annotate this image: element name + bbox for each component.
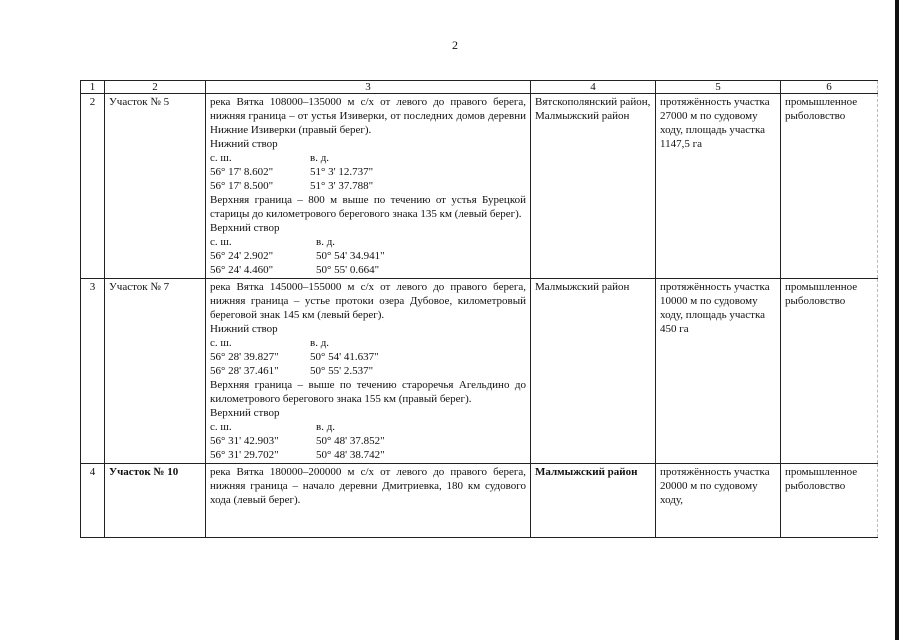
district: Малмыжский район [531, 464, 656, 538]
description-text: река Вятка 108000–135000 м с/х от левого до правого берега, нижняя граница – от устья Изиверки, от последних домов деревни Нижние Изиверки (правый берег). [210, 96, 526, 136]
coord-lon: 50° 55' 0.664" [316, 264, 380, 276]
header-cell: 6 [781, 81, 878, 94]
upper-boundary-label: Верхний створ [210, 222, 280, 234]
coord-lon: 50° 48' 37.852" [316, 435, 385, 447]
area-description [206, 279, 531, 464]
area-extent: протяжённость участка 20000 м по судовому ходу, [656, 464, 781, 538]
coord-lon-label: в. д. [310, 152, 330, 164]
lower-boundary-label: Нижний створ [210, 138, 278, 150]
coord-lon-label: в. д. [316, 236, 336, 248]
coord-lon-label: в. д. [310, 337, 330, 349]
description-text: река Вятка 145000–155000 м с/х от левого до правого берега, нижняя граница – устье протоки озера Дубовое, километровый береговой знак 145 км (левый берег). [210, 281, 526, 321]
table-row [81, 464, 878, 538]
upper-boundary-label: Верхний створ [210, 407, 280, 419]
area-name: Участок № 5 [105, 94, 206, 279]
header-row [81, 81, 878, 94]
scan-edge-bar [895, 0, 899, 640]
area-description [206, 464, 531, 538]
area-extent: протяжённость участка 27000 м по судовому ходу, площадь участка 1147,5 га [656, 94, 781, 279]
header-cell: 1 [81, 81, 105, 94]
district: Вятскополянский район, Малмыжский район [531, 94, 656, 279]
area-extent: протяжённость участка 10000 м по судовому ходу, площадь участка 450 га [656, 279, 781, 464]
page-number: 2 [452, 38, 458, 52]
row-number: 2 [81, 94, 105, 279]
coord-lon: 50° 48' 38.742" [316, 449, 385, 461]
header-cell: 5 [656, 81, 781, 94]
upper-coordinates [210, 420, 526, 462]
header-cell: 3 [206, 81, 531, 94]
coord-lon: 51° 3' 12.737" [310, 166, 374, 178]
coord-lat-label: с. ш. [210, 152, 232, 164]
upper-boundary-text: Верхняя граница – выше по течению староречья Агельдино до километрового берегового знака 155 км (правый берег). [210, 379, 526, 405]
fishing-type: промышленное рыболовство [781, 94, 878, 279]
upper-coordinates [210, 235, 526, 277]
coord-lat: 56° 31' 42.903" [210, 435, 279, 447]
coord-lon: 50° 55' 2.537" [310, 365, 374, 377]
area-name: Участок № 7 [105, 279, 206, 464]
coord-lat-label: с. ш. [210, 421, 232, 433]
district: Малмыжский район [531, 279, 656, 464]
coord-lat: 56° 24' 2.902" [210, 250, 274, 262]
table-row [81, 279, 878, 464]
coord-lat: 56° 28' 39.827" [210, 351, 279, 363]
row-number: 4 [81, 464, 105, 538]
lower-coordinates [210, 336, 526, 378]
coord-lon: 50° 54' 34.941" [316, 250, 385, 262]
coord-lat-label: с. ш. [210, 337, 232, 349]
upper-boundary-text: Верхняя граница – 800 м выше по течению от устья Бурецкой старицы до километрового берегового знака 135 км (левый берег). [210, 194, 526, 220]
fishing-type: промышленное рыболовство [781, 464, 878, 538]
lower-boundary-label: Нижний створ [210, 323, 278, 335]
header-cell: 2 [105, 81, 206, 94]
coord-lon: 50° 54' 41.637" [310, 351, 379, 363]
coord-lat: 56° 17' 8.602" [210, 166, 274, 178]
area-name: Участок № 10 [105, 464, 206, 538]
description-text: река Вятка 180000–200000 м с/х от левого до правого берега, нижняя граница – начало деревни Дмитриевка, 180 км судового хода (левый берег). [210, 466, 526, 506]
fishing-type: промышленное рыболовство [781, 279, 878, 464]
coord-lat: 56° 24' 4.460" [210, 264, 274, 276]
table-row [81, 94, 878, 279]
lower-coordinates [210, 151, 526, 193]
header-cell: 4 [531, 81, 656, 94]
coord-lat: 56° 31' 29.702" [210, 449, 279, 461]
area-description [206, 94, 531, 279]
coord-lon: 51° 3' 37.788" [310, 180, 374, 192]
coord-lat: 56° 17' 8.500" [210, 180, 274, 192]
coord-lon-label: в. д. [316, 421, 336, 433]
coord-lat: 56° 28' 37.461" [210, 365, 279, 377]
row-number: 3 [81, 279, 105, 464]
fishing-areas-table [80, 80, 878, 538]
coord-lat-label: с. ш. [210, 236, 232, 248]
